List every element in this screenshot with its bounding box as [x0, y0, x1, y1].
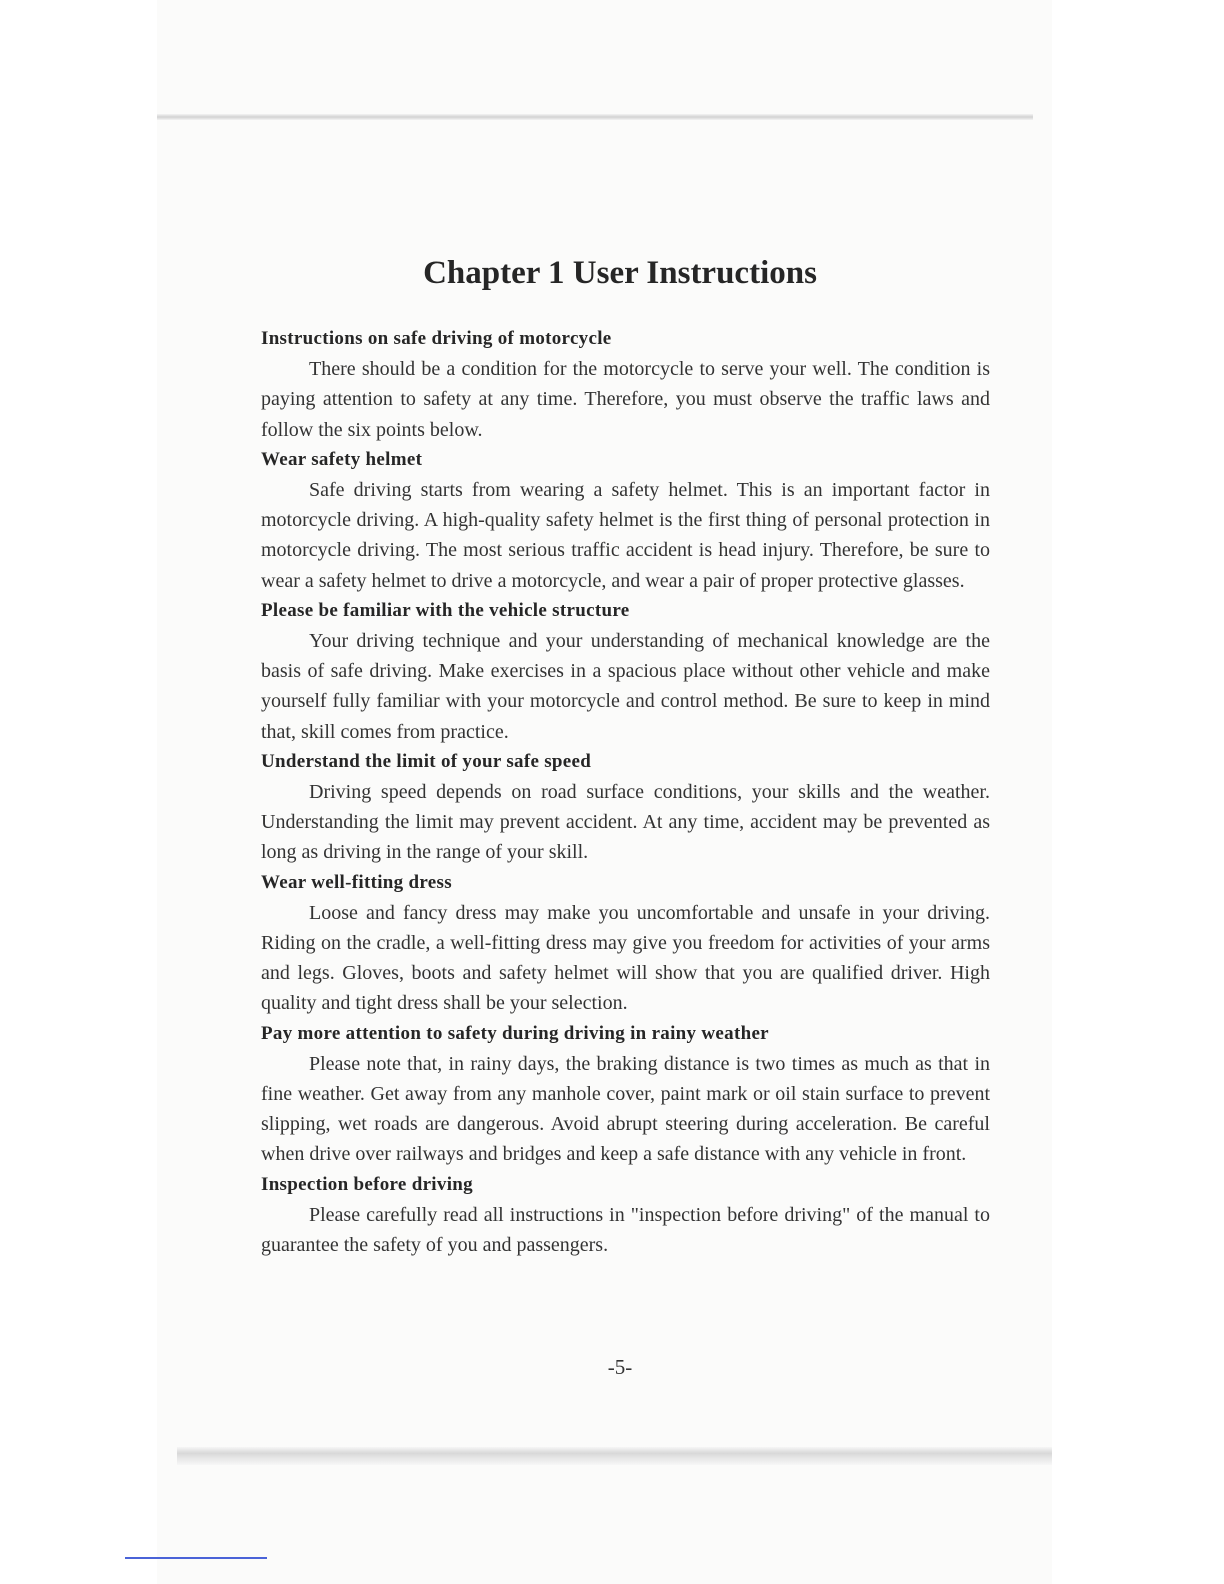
section-paragraph: Please note that, in rainy days, the braking distance is two times as much as that in fine weather. Get away from any manhole cover, paint mark or oil stain surface to prevent slipping, wet roads are dangerous. Avoid abrupt steering during acceleration. Be careful when drive over railways and bridges and keep a safe distance with any vehicle in front.: [261, 1052, 990, 1166]
section-heading: Pay more attention to safety during driving in rainy weather: [261, 1022, 769, 1044]
section-heading: Please be familiar with the vehicle structure: [261, 599, 630, 621]
section-paragraph: Safe driving starts from wearing a safety helmet. This is an important factor in motorcycle driving. A high-quality safety helmet is the first thing of personal protection in motorcycle driving. The most serious traffic accident is head injury. Therefore, be sure to wear a safety helmet to drive a motorcycle, and wear a pair of proper protective glasses.: [261, 479, 990, 592]
bottom-rule: [177, 1447, 1052, 1465]
section-paragraph: Please carefully read all instructions in "inspection before driving" of the manual to guarantee the safety of you and passengers.: [261, 1203, 990, 1257]
section-heading: Understand the limit of your safe speed: [261, 750, 592, 772]
document-body: [261, 324, 990, 1260]
scan-link-underline: [125, 1557, 267, 1559]
page-number: -5-: [607, 1355, 633, 1379]
section-paragraph: Driving speed depends on road surface conditions, your skills and the weather. Understanding the limit may prevent accident. At any time, accident may be prevented as long as driving in the range of your skill.: [261, 781, 990, 864]
section-heading: Inspection before driving: [261, 1173, 473, 1195]
chapter-title: Chapter 1 User Instructions: [423, 255, 817, 291]
section-paragraph: Your driving technique and your understanding of mechanical knowledge are the basis of safe driving. Make exercises in a spacious place without other vehicle and make yourself fully familiar with your motorcycle and control method. Be sure to keep in mind that, skill comes from practice.: [261, 630, 990, 743]
section-heading: Wear well-fitting dress: [261, 871, 452, 893]
section-heading: Wear safety helmet: [261, 448, 423, 470]
top-rule: [157, 114, 1033, 120]
section-paragraph: There should be a condition for the motorcycle to serve your well. The condition is paying attention to safety at any time. Therefore, you must observe the traffic laws and follow the six points below.: [261, 358, 990, 441]
section-paragraph: Loose and fancy dress may make you uncomfortable and unsafe in your driving. Riding on the cradle, a well-fitting dress may give you freedom for activities of your arms and legs. Gloves, boots and safety helmet will show that you are qualified driver. High quality and tight dress shall be your selection.: [261, 901, 990, 1015]
section-heading: Instructions on safe driving of motorcycle: [261, 328, 612, 349]
